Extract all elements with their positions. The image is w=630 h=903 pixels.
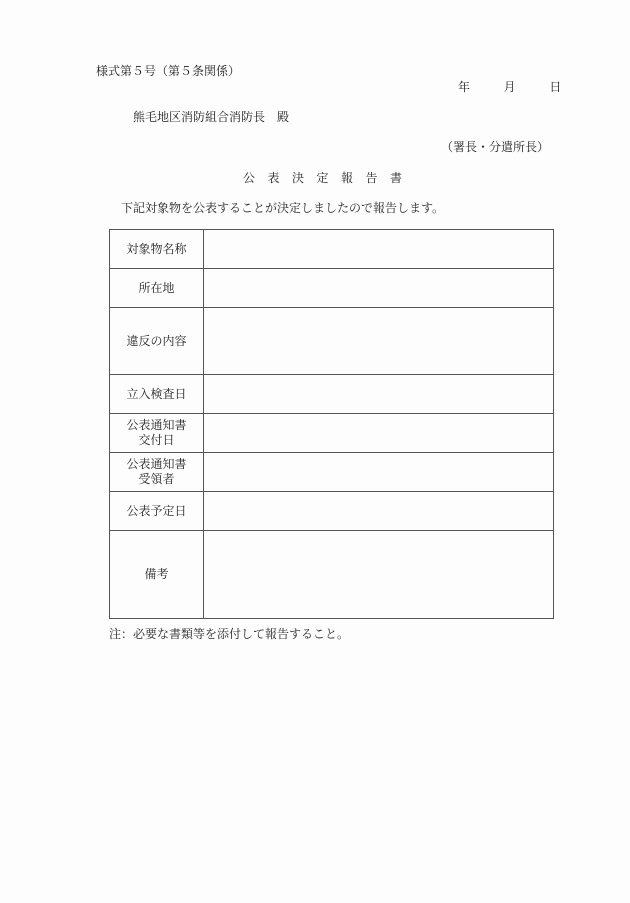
row-value-field[interactable] bbox=[204, 375, 554, 414]
row-label-line1: 対象物名称 bbox=[126, 241, 187, 256]
row-label-line2: 受領者 bbox=[138, 472, 175, 486]
row-label bbox=[110, 375, 204, 414]
form-number: 様式第５号（第５条関係） bbox=[96, 64, 241, 78]
row-value-field[interactable] bbox=[204, 230, 554, 269]
row-label bbox=[110, 492, 204, 531]
sender-title: （署長・分遣所長） bbox=[441, 140, 550, 154]
table-row bbox=[110, 375, 554, 414]
row-value-field[interactable] bbox=[204, 492, 554, 531]
row-label-line1: 公表通知書 bbox=[126, 457, 187, 471]
date-month: 月 bbox=[503, 80, 516, 94]
date-year: 年 bbox=[458, 80, 471, 94]
row-value-field[interactable] bbox=[204, 453, 554, 492]
table-row bbox=[110, 531, 554, 619]
intro-text: 下記対象物を公表することが決定しましたので報告します。 bbox=[121, 201, 445, 215]
table-row bbox=[110, 453, 554, 492]
date-line bbox=[458, 80, 561, 94]
addressee: 熊毛地区消防組合消防長 殿 bbox=[133, 110, 290, 124]
row-label bbox=[110, 531, 204, 619]
row-value-field[interactable] bbox=[204, 414, 554, 453]
row-value-field[interactable] bbox=[204, 308, 554, 375]
date-day: 日 bbox=[549, 80, 562, 94]
footnote: 注：必要な書類等を添付して報告すること。 bbox=[109, 627, 350, 641]
row-label-line1: 立入検査日 bbox=[126, 386, 187, 401]
row-label-line1: 公表予定日 bbox=[126, 503, 187, 518]
row-value-field[interactable] bbox=[204, 269, 554, 308]
table-row bbox=[110, 492, 554, 531]
row-label-line1: 所在地 bbox=[138, 280, 175, 295]
row-label bbox=[110, 453, 204, 492]
document-title: 公表決定報告書 bbox=[243, 171, 415, 185]
table-row bbox=[110, 308, 554, 375]
row-label bbox=[110, 414, 204, 453]
table-row bbox=[110, 230, 554, 269]
row-label-line1: 違反の内容 bbox=[126, 333, 187, 348]
row-label-line1: 公表通知書 bbox=[126, 418, 187, 432]
row-label bbox=[110, 308, 204, 375]
report-table bbox=[109, 229, 554, 619]
row-label-line2: 交付日 bbox=[138, 433, 175, 447]
row-label bbox=[110, 269, 204, 308]
table-row bbox=[110, 269, 554, 308]
row-value-field[interactable] bbox=[204, 531, 554, 619]
row-label-line1: 備考 bbox=[144, 567, 169, 581]
row-label bbox=[110, 230, 204, 269]
table-row bbox=[110, 414, 554, 453]
